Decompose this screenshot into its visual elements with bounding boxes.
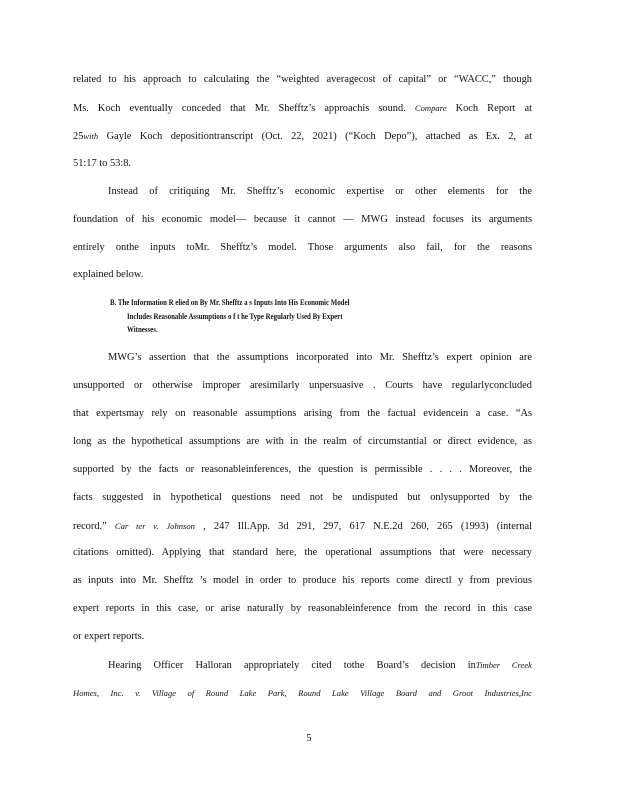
- body-line: 51:17 to 53:8.: [73, 158, 132, 169]
- body-line: expert reports in this case, or arise naturally by reasonableinference from the record in this case: [73, 603, 532, 614]
- body-line: unsupported or otherwise improper aresimilarly unpersuasive . Courts have regularlyconcluded: [73, 380, 532, 391]
- citation-signal: with: [83, 131, 99, 141]
- body-line: Instead of critiquing Mr. Shefftz’s economic expertise or other elements for the: [108, 186, 532, 197]
- body-line: citations omitted). Applying that standard here, the operational assumptions that were necessary: [73, 547, 532, 558]
- case-citation: Timber Creek: [475, 660, 532, 670]
- body-line: explained below.: [73, 269, 144, 280]
- section-heading: Witnesses.: [127, 325, 158, 334]
- body-line: related to his approach to calculating the “weighted averagecost of capital” or “WACC,” though: [73, 74, 532, 85]
- section-heading: B. The Information R elied on By Mr. Shefftz a s Inputs Into His Economic Model: [110, 298, 350, 307]
- body-line: Hearing Officer Halloran appropriately cited tothe Board’s decision inTimber Creek: [108, 660, 532, 671]
- body-line: record.” Car ter v. Johnson , 247 Ill.App. 3d 291, 297, 617 N.E.2d 260, 265 (1993) (internal: [73, 521, 532, 532]
- body-line: that expertsmay rely on reasonable assumptions arising from the factual evidencein a case. “As: [73, 408, 532, 419]
- body-line: 25with Gayle Koch depositiontranscript (Oct. 22, 2021) (“Koch Depo”), attached as Ex. 2, at: [73, 131, 532, 142]
- body-line: foundation of his economic model— because it cannot — MWG instead focuses its arguments: [73, 214, 532, 225]
- body-line: long as the hypothetical assumptions are with in the realm of circumstantial or direct evidence, as: [73, 436, 532, 447]
- case-citation: Car ter v. Johnson: [114, 521, 195, 531]
- body-line: [73, 686, 532, 700]
- body-line: or expert reports.: [73, 631, 145, 642]
- body-line: entirely onthe inputs toMr. Shefftz’s model. Those arguments also fail, for the reasons: [73, 242, 532, 253]
- body-line: Ms. Koch eventually conceded that Mr. Shefftz’s approachis sound. Compare Koch Report at: [73, 103, 533, 114]
- body-line: facts suggested in hypothetical questions need not be undisputed but onlysupported by the: [73, 492, 532, 503]
- body-line: as inputs into Mr. Shefftz ’s model in order to produce his reports come directl y from previous: [73, 575, 532, 586]
- body-line: supported by the facts or reasonableinferences, the question is permissible . . . . Moreover, the: [73, 464, 532, 475]
- citation-signal: Compare: [414, 103, 447, 113]
- body-line: MWG’s assertion that the assumptions incorporated into Mr. Shefftz’s expert opinion are: [108, 352, 532, 363]
- section-heading: Includes Reasonable Assumptions o f t he Type Regularly Used By Expert: [127, 312, 343, 321]
- case-citation: Homes, Inc. v. Village of Round Lake Park, Round Lake Village Board and Groot Industries,Inc: [73, 688, 532, 698]
- page-number: 5: [306, 733, 312, 744]
